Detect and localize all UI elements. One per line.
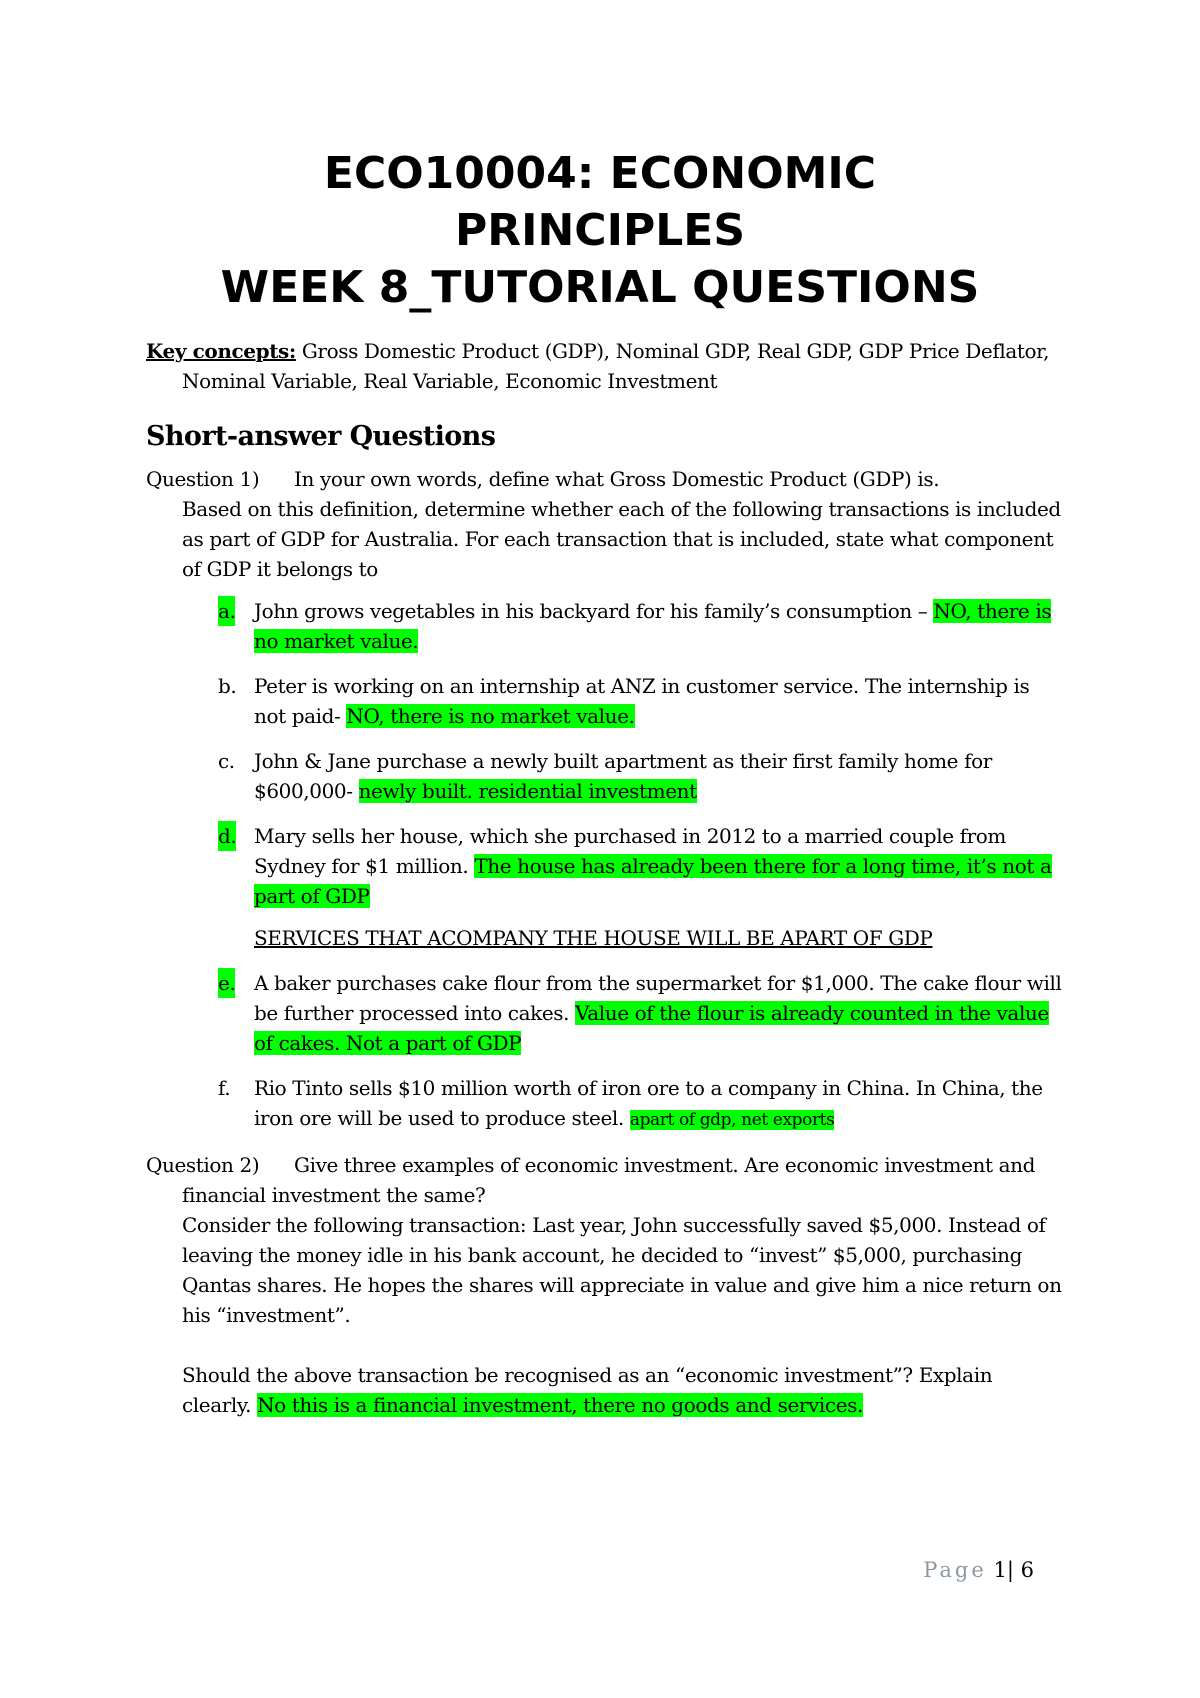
title-line-3: WEEK 8_TUTORIAL QUESTIONS bbox=[220, 262, 980, 313]
page-total: 6 bbox=[1020, 1558, 1034, 1582]
item-answer: Value of the flour is already counted in the value of cakes. Not a part of GDP bbox=[254, 1001, 1049, 1055]
item-answer: NO, there is no market value. bbox=[254, 599, 1052, 653]
list-item bbox=[146, 1073, 1066, 1135]
question-1 bbox=[146, 464, 1066, 1135]
item-marker: d. bbox=[218, 821, 236, 851]
item-marker: f. bbox=[218, 1076, 231, 1100]
page-number: 1 bbox=[993, 1558, 1007, 1582]
item-answer: The house has already been there for a long time, it’s not a part of GDP bbox=[254, 854, 1052, 908]
item-text: John grows vegetables in his backyard for his family’s consumption – bbox=[254, 599, 934, 623]
item-d-note: SERVICES THAT ACOMPANY THE HOUSE WILL BE APART OF GDP bbox=[254, 926, 933, 950]
list-item bbox=[146, 746, 1066, 806]
item-answer: apart of gdp, net exports bbox=[629, 1110, 835, 1130]
item-text: Mary sells her house, which she purchased in 2012 to a married couple from Sydney for $1 million. bbox=[254, 824, 1006, 878]
question-2-prompt bbox=[146, 1360, 1066, 1420]
page-word: Page bbox=[923, 1558, 987, 1582]
list-item bbox=[146, 671, 1066, 731]
question-1-subtext: Based on this definition, determine whether each of the following transactions is included as part of GDP for Australia. For each transaction that is included, state what component of GDP it belongs to bbox=[182, 497, 1061, 581]
item-marker: e. bbox=[218, 968, 235, 998]
key-concepts-text: Gross Domestic Product (GDP), Nominal GDP, Real GDP, GDP Price Deflator, Nominal Variable, Real Variable, Economic Investment bbox=[182, 339, 1050, 393]
item-text: Peter is working on an internship at ANZ in customer service. The internship is not paid- bbox=[254, 674, 1030, 728]
item-marker: b. bbox=[218, 674, 237, 698]
list-item bbox=[146, 596, 1066, 656]
document-body bbox=[146, 336, 1066, 1420]
item-text: John & Jane purchase a newly built apartment as their first family home for $600,000- bbox=[254, 749, 992, 803]
item-text: A baker purchases cake flour from the supermarket for $1,000. The cake flour will be further processed into cakes. bbox=[254, 971, 1062, 1025]
item-marker: a. bbox=[218, 596, 235, 626]
question-2-text: Give three examples of economic investment. Are economic investment and bbox=[294, 1153, 1036, 1177]
section-heading: Short-answer Questions bbox=[146, 421, 496, 452]
document-title bbox=[0, 145, 1200, 316]
page-separator: | bbox=[1006, 1558, 1014, 1582]
title-line-1: ECO10004: ECONOMIC bbox=[323, 148, 877, 199]
item-answer: NO, there is no market value. bbox=[346, 704, 635, 728]
item-marker: c. bbox=[218, 749, 235, 773]
transaction-list bbox=[146, 596, 1066, 1135]
question-1-label: Question 1) bbox=[146, 467, 260, 491]
question-2-label: Question 2) bbox=[146, 1153, 260, 1177]
question-2-text-cont: financial investment the same? bbox=[182, 1183, 486, 1207]
item-text: Rio Tinto sells $10 million worth of iron ore to a company in China. In China, the iron ore will be used to produce steel. bbox=[254, 1076, 1043, 1130]
blank-line bbox=[146, 1330, 1066, 1360]
key-concepts bbox=[146, 336, 1066, 396]
list-item bbox=[146, 968, 1066, 1058]
key-concepts-label: Key concepts: bbox=[146, 339, 296, 363]
page-footer bbox=[923, 1558, 1034, 1582]
item-answer: newly built. residential investment bbox=[358, 779, 697, 803]
question-2 bbox=[146, 1150, 1066, 1420]
question-2-answer: No this is a financial investment, there no goods and services. bbox=[257, 1393, 863, 1417]
question-2-paragraph: Consider the following transaction: Last year, John successfully saved $5,000. Instead of leaving the money idle in his bank account, he decided to “invest” $5,000, purchasing Qantas shares. He hopes the shares will appreciate in value and give him a nice return on his “investment”. bbox=[182, 1213, 1062, 1327]
list-item bbox=[146, 821, 1066, 911]
title-line-2: PRINCIPLES bbox=[454, 205, 746, 256]
question-2-question: Should the above transaction be recognised as an “economic investment”? Explain clearly. bbox=[182, 1363, 993, 1417]
question-1-text: In your own words, define what Gross Domestic Product (GDP) is. bbox=[294, 467, 940, 491]
